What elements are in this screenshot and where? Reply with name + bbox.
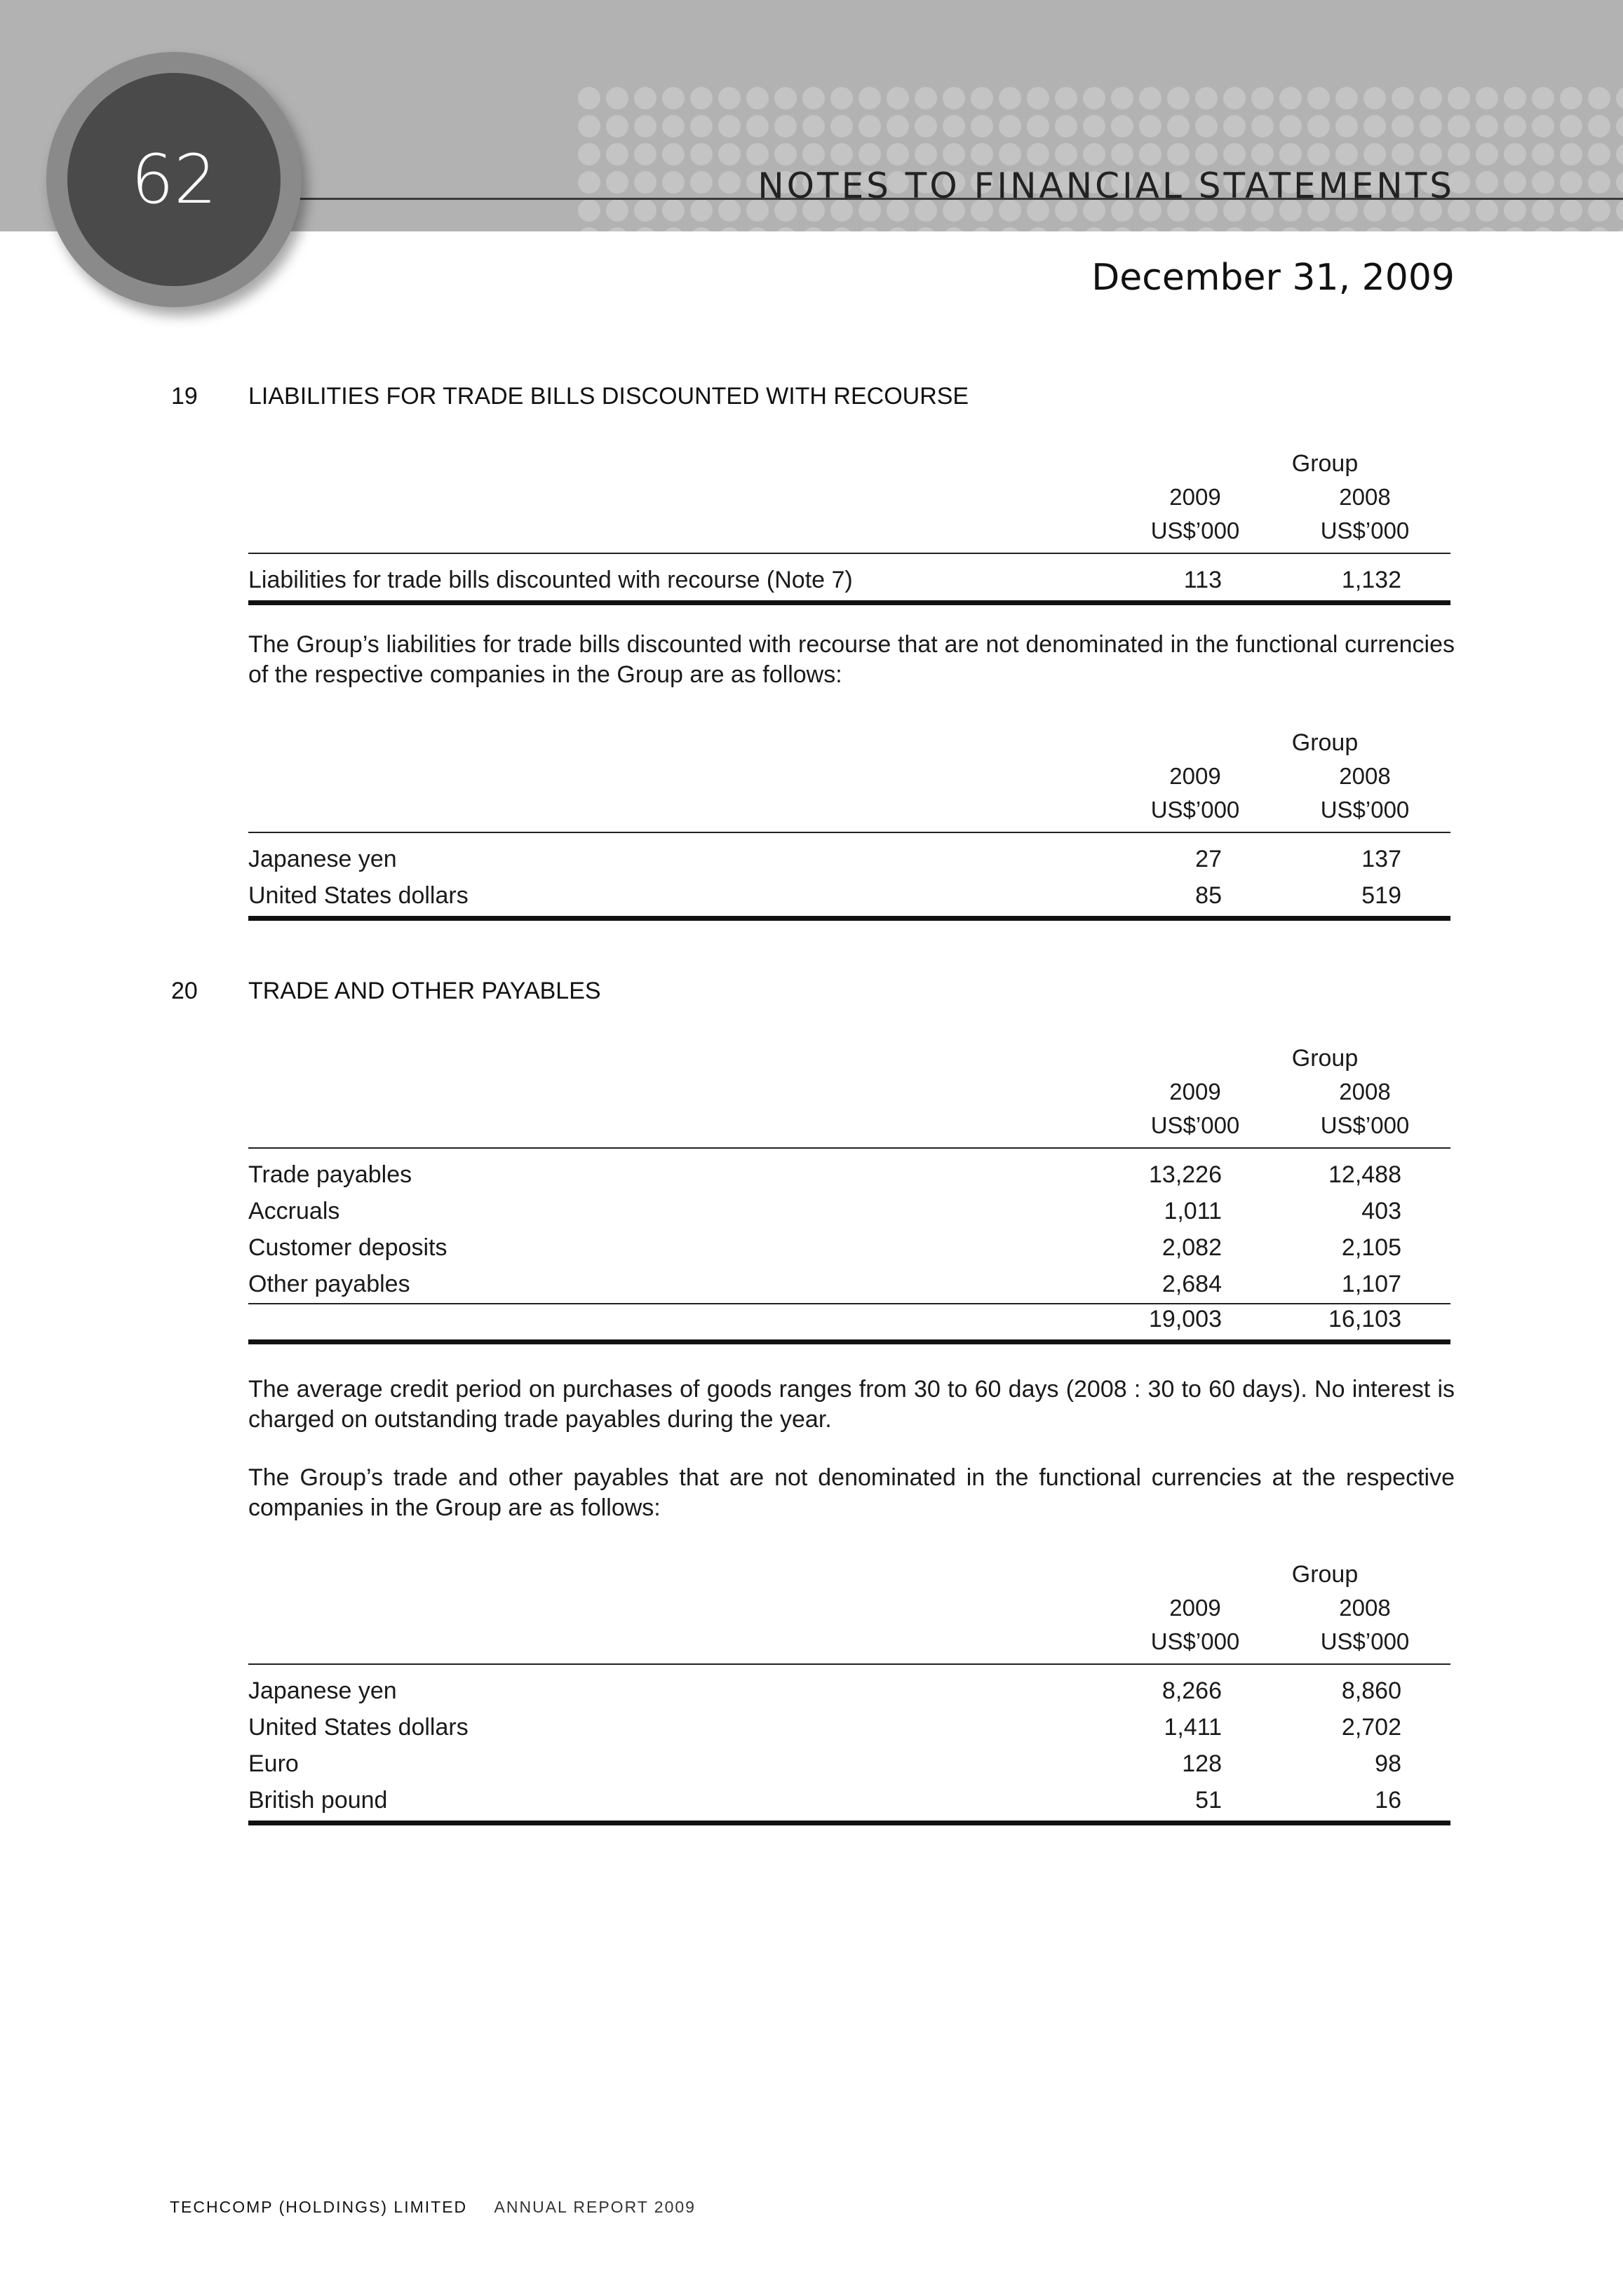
value-2008: 403 [1361, 1198, 1401, 1224]
paragraph-trade-bills-currency: The Group’s liabilities for trade bills discounted with recourse that are not denominated in the functional currencies of the respective companies in the Group are as follows: [248, 631, 1455, 688]
year-2008-header: 2008 [1339, 484, 1391, 510]
table-row [248, 1746, 1450, 1783]
row-label: Liabilities for trade bills discounted with recourse (Note 7) [248, 567, 853, 593]
total-2009: 19,003 [1149, 1306, 1222, 1332]
row-label: Accruals [248, 1198, 340, 1224]
table-header [248, 450, 1450, 562]
section-title-19: LIABILITIES FOR TRADE BILLS DISCOUNTED WITH RECOURSE [248, 383, 969, 410]
unit-header-2008: US$’000 [1320, 1628, 1410, 1654]
row-label: Japanese yen [248, 1677, 397, 1704]
value-2009: 13,226 [1149, 1161, 1222, 1188]
value-2008: 137 [1361, 846, 1401, 872]
header-rule [248, 832, 1450, 833]
value-2009: 2,684 [1161, 1271, 1222, 1297]
year-2008-header: 2008 [1339, 1595, 1391, 1621]
value-2008: 8,860 [1341, 1677, 1401, 1704]
unit-header-2008: US$’000 [1320, 797, 1410, 823]
row-label: Euro [248, 1750, 299, 1777]
group-label: Group [1291, 450, 1359, 477]
table-row [248, 1267, 1450, 1303]
value-2009: 1,411 [1164, 1714, 1222, 1741]
section-title-20: TRADE AND OTHER PAYABLES [248, 978, 601, 1004]
value-2008: 1,107 [1341, 1271, 1401, 1297]
table-row [248, 1673, 1450, 1710]
footer-company: TECHCOMP (HOLDINGS) LIMITED [170, 2198, 468, 2216]
value-2008: 98 [1375, 1750, 1401, 1777]
value-2009: 1,011 [1164, 1198, 1222, 1224]
row-label: British pound [248, 1787, 388, 1814]
closing-rule [248, 1821, 1450, 1825]
section-number-19: 19 [171, 383, 198, 410]
row-label: United States dollars [248, 882, 469, 909]
table-header [248, 1561, 1450, 1673]
page-number: 62 [130, 140, 217, 219]
footer [170, 2198, 696, 2217]
row-label: Japanese yen [248, 846, 397, 872]
value-2008: 12,488 [1328, 1161, 1401, 1188]
value-2009: 8,266 [1161, 1677, 1222, 1704]
table-header [248, 729, 1450, 842]
table-row [248, 878, 1450, 914]
table-trade-bills [248, 450, 1450, 605]
year-2009-header: 2009 [1169, 763, 1221, 789]
value-2008: 519 [1361, 882, 1401, 909]
paragraph-credit-period: The average credit period on purchases of goods ranges from 30 to 60 days (2008 : 30 to 60 days). No interest is charged on outstanding trade payables during the year. [248, 1376, 1455, 1433]
paragraph-payables-currency: The Group’s trade and other payables that are not denominated in the functional currencies at the respective companies in the Group are as follows: [248, 1464, 1455, 1521]
table-header [248, 1045, 1450, 1157]
unit-header-2009: US$’000 [1150, 797, 1240, 823]
header-rule [248, 1663, 1450, 1665]
table-row [248, 1230, 1450, 1267]
group-label: Group [1291, 729, 1359, 756]
table-row [248, 1710, 1450, 1746]
total-row [248, 1304, 1450, 1338]
table-row [248, 562, 1450, 599]
value-2009: 27 [1195, 846, 1222, 872]
table-row [248, 1194, 1450, 1230]
report-date: December 31, 2009 [1091, 257, 1455, 299]
table-trade-bills-currency [248, 729, 1450, 921]
group-label: Group [1291, 1045, 1359, 1072]
value-2009: 51 [1195, 1787, 1222, 1814]
row-label: Trade payables [248, 1161, 412, 1188]
header-rule [248, 553, 1450, 554]
row-label: United States dollars [248, 1714, 469, 1741]
table-trade-payables [248, 1045, 1450, 1344]
closing-rule [248, 916, 1450, 921]
header-rule [248, 1147, 1450, 1149]
value-2009: 128 [1182, 1750, 1222, 1777]
group-label: Group [1291, 1561, 1359, 1588]
value-2008: 2,105 [1341, 1234, 1401, 1261]
unit-header-2008: US$’000 [1320, 518, 1410, 543]
year-2009-header: 2009 [1169, 1595, 1221, 1621]
unit-header-2008: US$’000 [1320, 1112, 1410, 1138]
footer-report: ANNUAL REPORT 2009 [494, 2198, 696, 2216]
section-number-20: 20 [171, 978, 198, 1004]
table-row [248, 1157, 1450, 1194]
closing-rule [248, 1339, 1450, 1344]
total-2008: 16,103 [1328, 1306, 1401, 1332]
value-2008: 2,702 [1341, 1714, 1401, 1741]
table-row [248, 842, 1450, 878]
dot-pattern-decoration [575, 84, 1623, 231]
table-row [248, 1783, 1450, 1819]
unit-header-2009: US$’000 [1150, 518, 1240, 543]
page-title: NOTES TO FINANCIAL STATEMENTS [757, 166, 1455, 206]
year-2008-header: 2008 [1339, 1079, 1391, 1105]
unit-header-2009: US$’000 [1150, 1628, 1240, 1654]
year-2009-header: 2009 [1169, 484, 1221, 510]
unit-header-2009: US$’000 [1150, 1112, 1240, 1138]
value-2009: 113 [1183, 567, 1222, 593]
value-2008: 16 [1375, 1787, 1401, 1814]
closing-rule [248, 600, 1450, 605]
year-2008-header: 2008 [1339, 763, 1391, 789]
table-payables-currency [248, 1561, 1450, 1825]
dot-pattern-svg [575, 84, 1623, 231]
value-2008: 1,132 [1341, 567, 1401, 593]
year-2009-header: 2009 [1169, 1079, 1221, 1105]
row-label: Customer deposits [248, 1234, 447, 1261]
row-label: Other payables [248, 1271, 410, 1297]
value-2009: 2,082 [1161, 1234, 1222, 1261]
value-2009: 85 [1195, 882, 1222, 909]
